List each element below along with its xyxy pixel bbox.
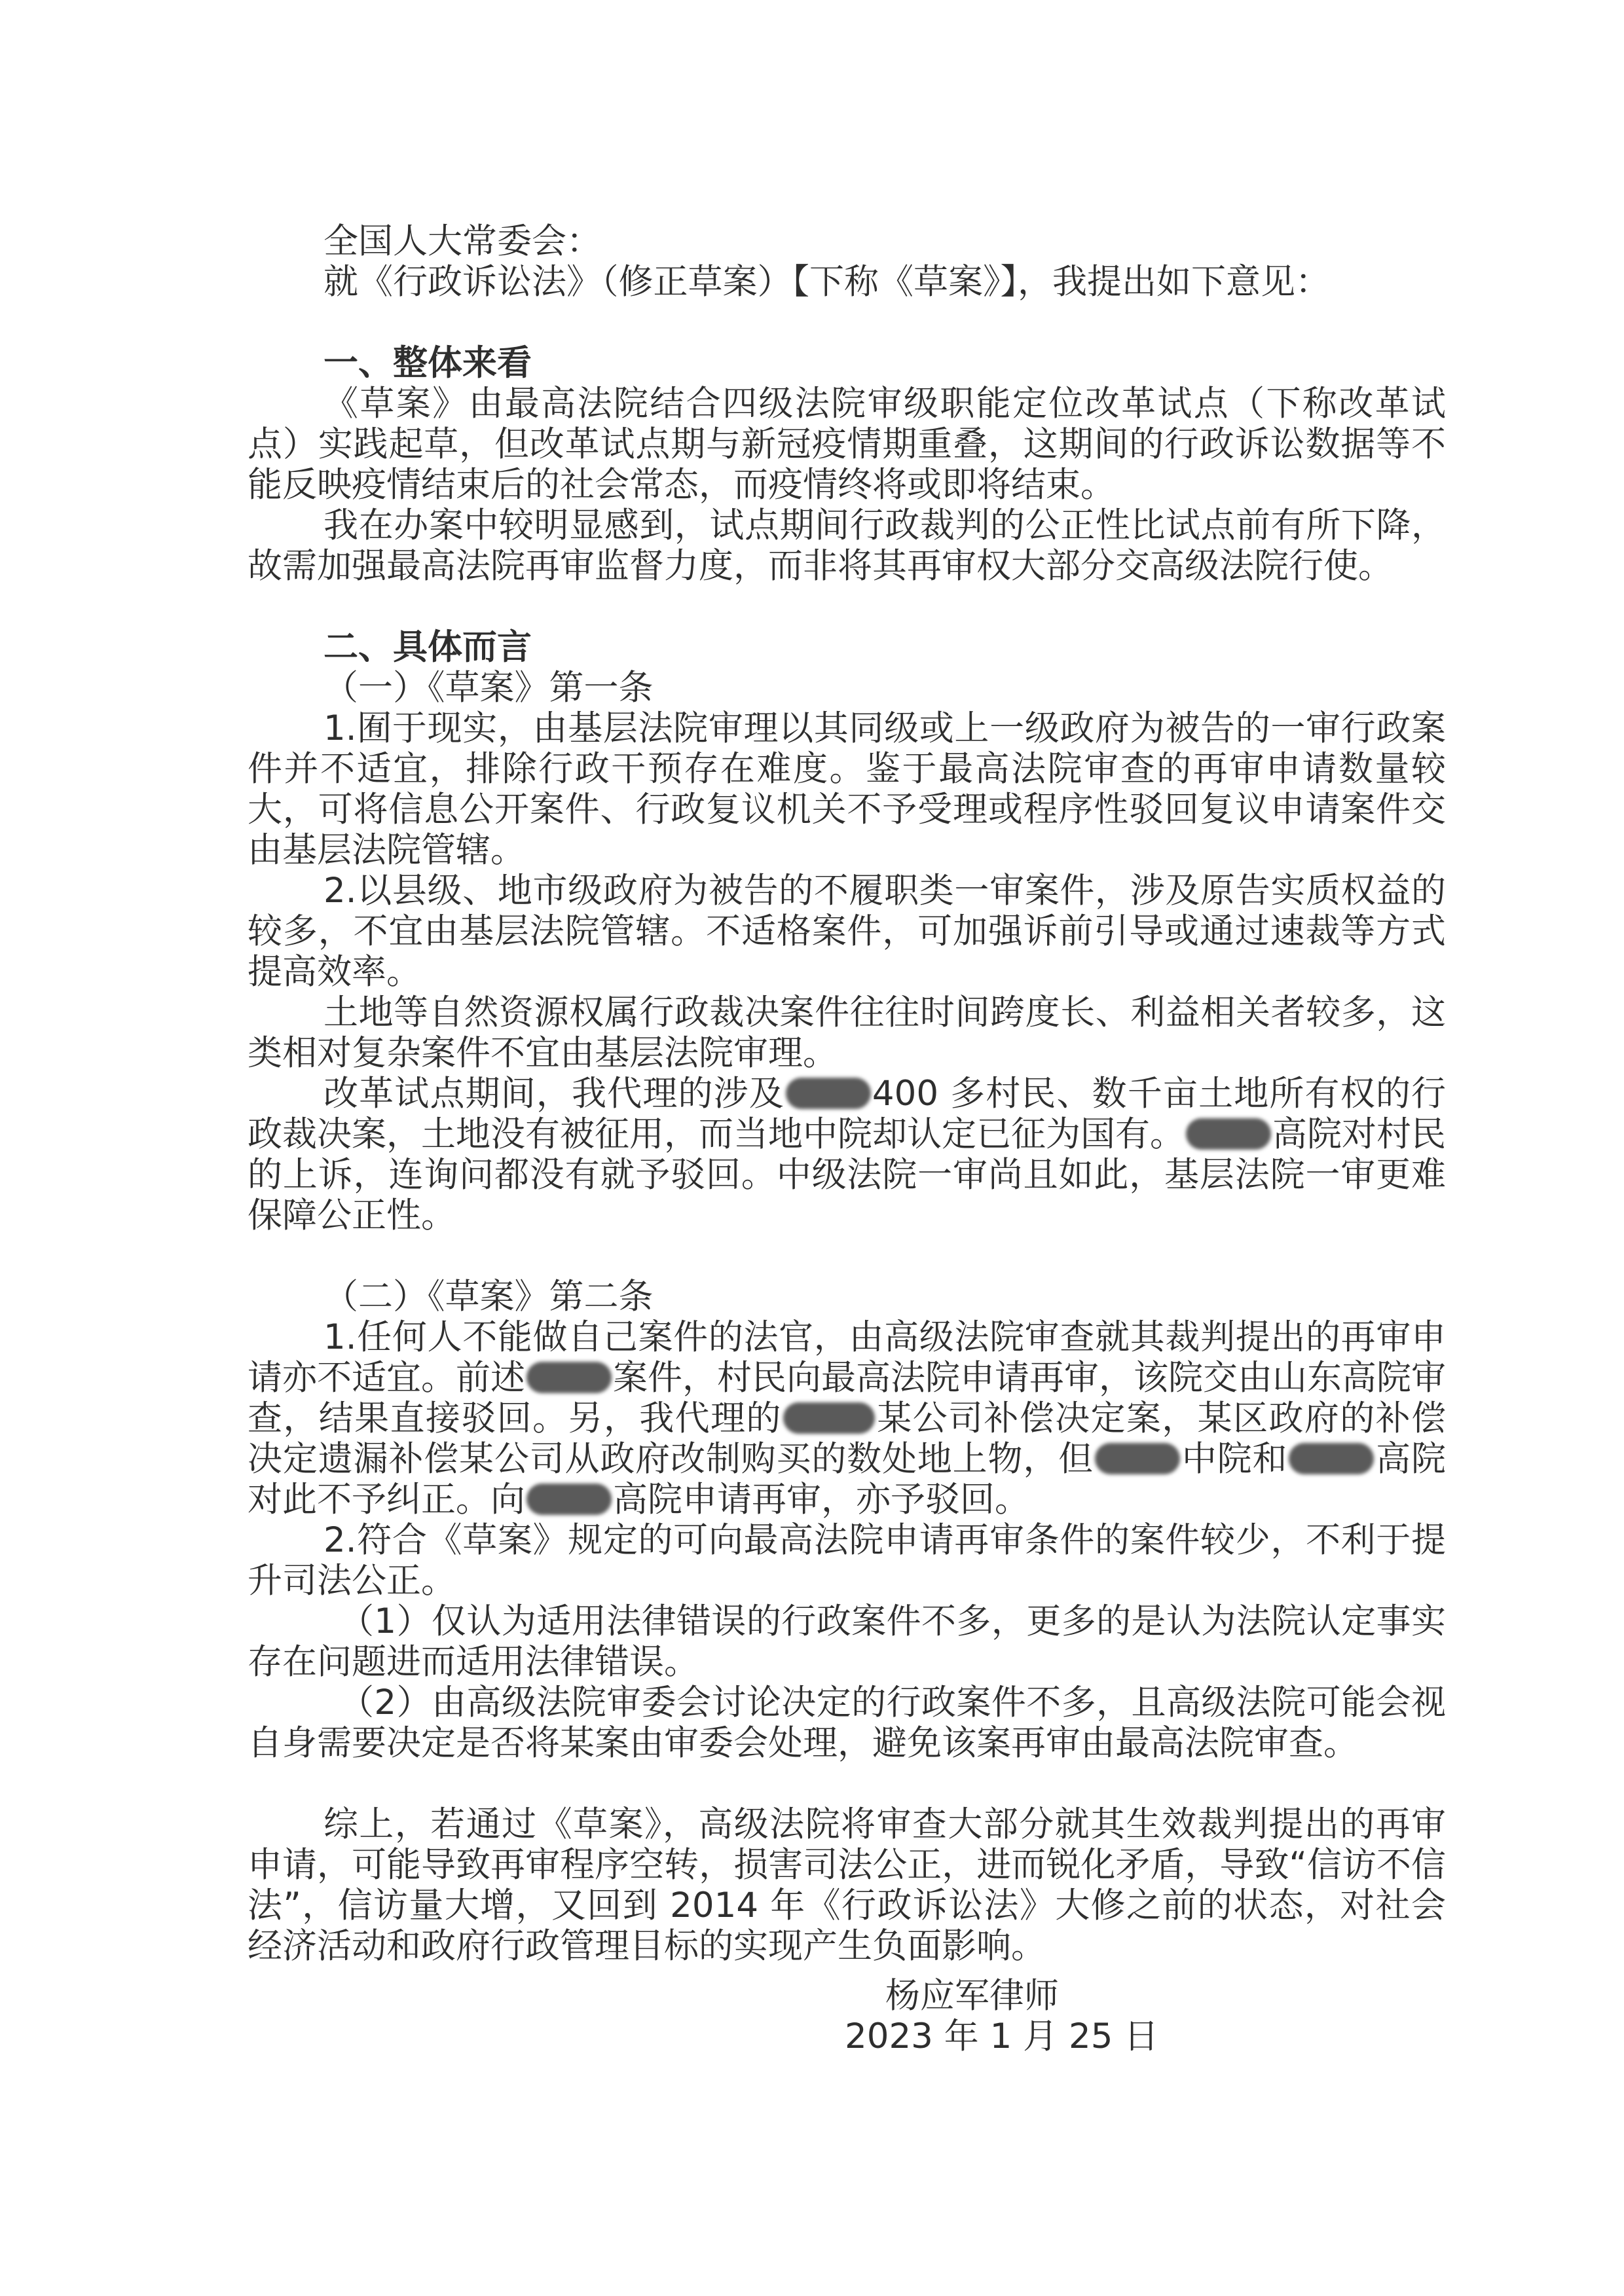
- spacer: [248, 302, 1446, 343]
- subsection-2-paragraph-1: [248, 1317, 1446, 1520]
- text-fragment: 高院对此不予纠正。向: [248, 1439, 1447, 1520]
- subsection-2-title: （二）《草案》第二条: [323, 1277, 654, 1317]
- text-fragment: 400 多村民、数千亩土地所有权的行政裁决案，土地没有被征用，而当地中院却认定已征为国有。: [248, 1074, 1446, 1154]
- subsection-1-paragraph-4: [248, 1074, 1446, 1236]
- letter-body: [248, 221, 1446, 1967]
- section-2-heading: 二、具体而言: [323, 627, 532, 667]
- section-1-paragraph-1: 《草案》由最高法院结合四级法院审级职能定位改革试点（下称改革试点）实践起草，但改革试点期与新冠疫情期重叠，这期间的行政诉讼数据等不能反映疫情结束后的社会常态，而疫情终将或即将结束。: [248, 384, 1446, 505]
- redaction-mark: [1289, 1443, 1374, 1474]
- intro-paragraph: 就《行政诉讼法》（修正草案）【下称《草案》】，我提出如下意见：: [323, 262, 1330, 302]
- text-fragment: 高院对村民的上诉，连询问都没有就予驳回。中级法院一审尚且如此，基层法院一审更难保障公正性。: [248, 1114, 1446, 1235]
- text-fragment: 高院申请再审，亦予驳回。: [613, 1480, 1029, 1520]
- subsection-1-title: （一）《草案》第一条: [323, 668, 654, 708]
- redaction-mark: [786, 1078, 871, 1109]
- spacer: [248, 1236, 1446, 1277]
- text-fragment: 1.任何人不能做自己案件的法官，由高级法院审查就其裁判提出的再审申请亦不适宜。前述: [248, 1317, 1446, 1398]
- text-fragment: 某公司补偿决定案，某区政府的补偿决定遗漏补偿某公司从政府改制购买的数处地上物，但: [248, 1398, 1447, 1479]
- redaction-mark: [1095, 1443, 1180, 1474]
- section-1-paragraph-2: 我在办案中较明显感到，试点期间行政裁判的公正性比试点前有所下降，故需加强最高法院再审监督力度，而非将其再审权大部分交高级法院行使。: [248, 505, 1446, 586]
- text-fragment: 改革试点期间，我代理的涉及: [323, 1074, 784, 1114]
- signature-name: 杨应军律师: [885, 1976, 1059, 2016]
- redaction-mark: [526, 1484, 612, 1515]
- spacer: [248, 587, 1446, 627]
- redaction-mark: [1186, 1118, 1271, 1150]
- spacer: [248, 1764, 1446, 1804]
- redaction-mark: [783, 1402, 875, 1434]
- subsection-2-paragraph-2: 2.符合《草案》规定的可向最高法院申请再审条件的案件较少，不利于提升司法公正。: [248, 1520, 1446, 1601]
- section-1-heading: 一、整体来看: [323, 343, 532, 383]
- subsection-2-item-1: （1）仅认为适用法律错误的行政案件不多，更多的是认为法院认定事实存在问题进而适用法律错误。: [248, 1601, 1446, 1682]
- redaction-mark: [526, 1362, 612, 1393]
- text-fragment: 案件，村民向最高法院申请再审，该院交由山东高院审查，结果直接驳回。另，我代理的: [248, 1358, 1446, 1438]
- subsection-1-paragraph-2: 2.以县级、地市级政府为被告的不履职类一审案件，涉及原告实质权益的较多，不宜由基层法院管辖。不适格案件，可加强诉前引导或通过速裁等方式提高效率。: [248, 871, 1446, 992]
- conclusion-paragraph: 综上，若通过《草案》，高级法院将审查大部分就其生效裁判提出的再审申请，可能导致再审程序空转，损害司法公正，进而锐化矛盾，导致“信访不信法”，信访量大增，又回到 2014 年《行政诉讼法》大修之前的状态，对社会经济活动和政府行政管理目标的实现产生负面影响。: [248, 1804, 1446, 1966]
- salutation: 全国人大常委会：: [323, 221, 601, 261]
- subsection-1-paragraph-3: 土地等自然资源权属行政裁决案件往往时间跨度长、利益相关者较多，这类相对复杂案件不宜由基层法院审理。: [248, 993, 1446, 1073]
- signature-date: 2023 年 1 月 25 日: [845, 2016, 1159, 2056]
- subsection-1-paragraph-1: 1.囿于现实，由基层法院审理以其同级或上一级政府为被告的一审行政案件并不适宜，排除行政干预存在难度。鉴于最高法院审查的再审申请数量较大，可将信息公开案件、行政复议机关不予受理或程序性驳回复议申请案件交由基层法院管辖。: [248, 708, 1446, 870]
- text-fragment: 中院和: [1181, 1439, 1288, 1479]
- subsection-2-item-2: （2）由高级法院审委会讨论决定的行政案件不多，且高级法院可能会视自身需要决定是否将某案由审委会处理，避免该案再审由最高法院审查。: [248, 1683, 1446, 1763]
